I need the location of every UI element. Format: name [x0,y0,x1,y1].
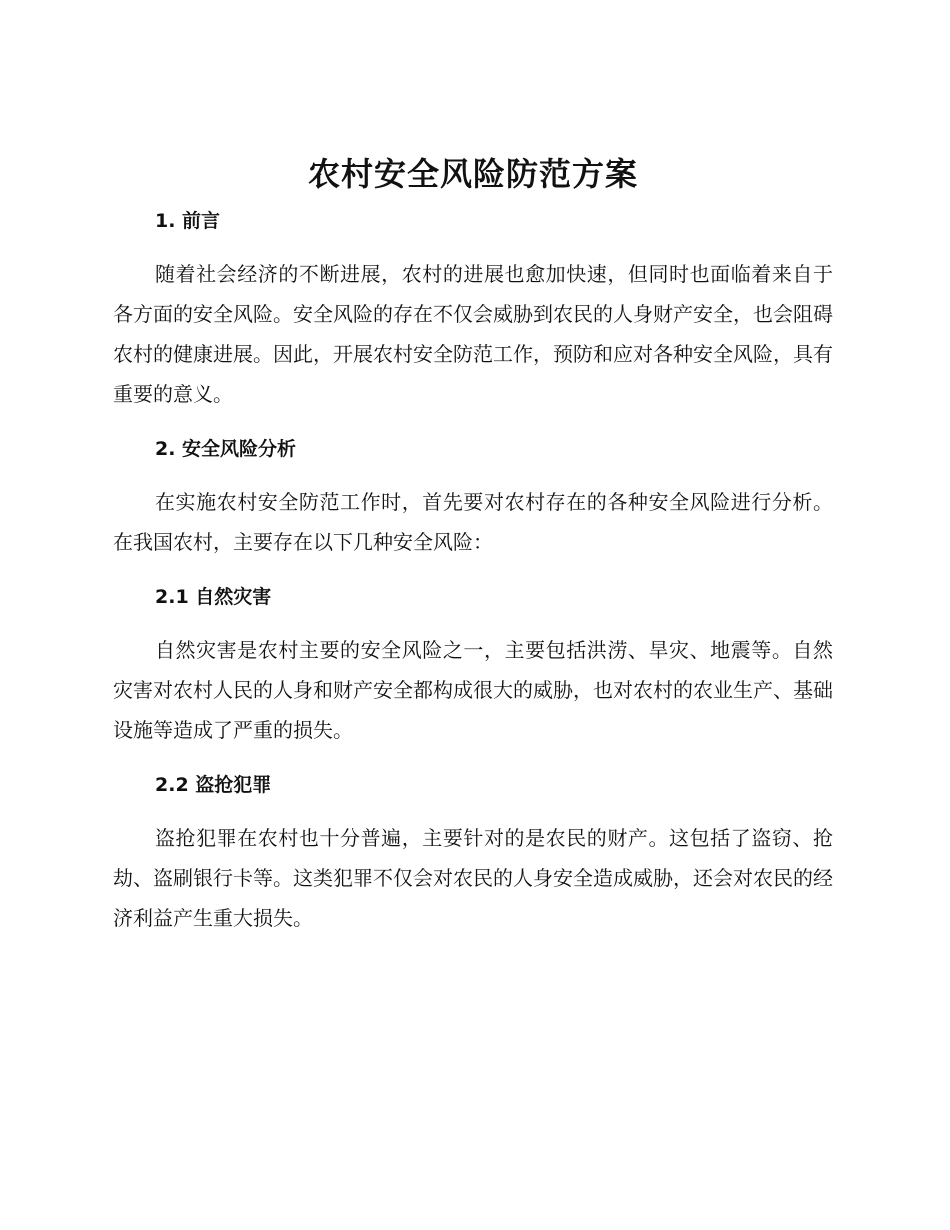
section-paragraph: 盗抢犯罪在农村也十分普遍，主要针对的是农民的财产。这包括了盗窃、抢劫、盗刷银行卡等。这类犯罪不仅会对农民的人身安全造成威胁，还会对农民的经济利益产生重大损失。 [113,826,833,930]
section-natural-disasters [113,582,833,750]
section-paragraph: 随着社会经济的不断进展，农村的进展也愈加快速，但同时也面临着来自于各方面的安全风险。安全风险的存在不仅会威胁到农民的人身财产安全，也会阻碍农村的健康进展。因此，开展农村安全防范工作，预防和应对各种安全风险，具有重要的意义。 [113,262,833,406]
document-page [113,148,833,958]
section-heading: 2.2 盗抢犯罪 [155,774,272,796]
section-theft-robbery [113,770,833,938]
section-introduction [113,206,833,414]
section-paragraph: 在实施农村安全防范工作时，首先要对农村存在的各种安全风险进行分析。在我国农村，主要存在以下几种安全风险： [113,490,833,554]
section-risk-analysis [113,434,833,562]
document-title: 农村安全风险防范方案 [307,155,638,193]
section-heading: 1. 前言 [155,210,221,232]
section-paragraph: 自然灾害是农村主要的安全风险之一，主要包括洪涝、旱灾、地震等。自然灾害对农村人民的人身和财产安全都构成很大的威胁，也对农村的农业生产、基础设施等造成了严重的损失。 [113,638,833,742]
section-heading: 2. 安全风险分析 [155,438,297,460]
section-heading: 2.1 自然灾害 [155,586,272,608]
